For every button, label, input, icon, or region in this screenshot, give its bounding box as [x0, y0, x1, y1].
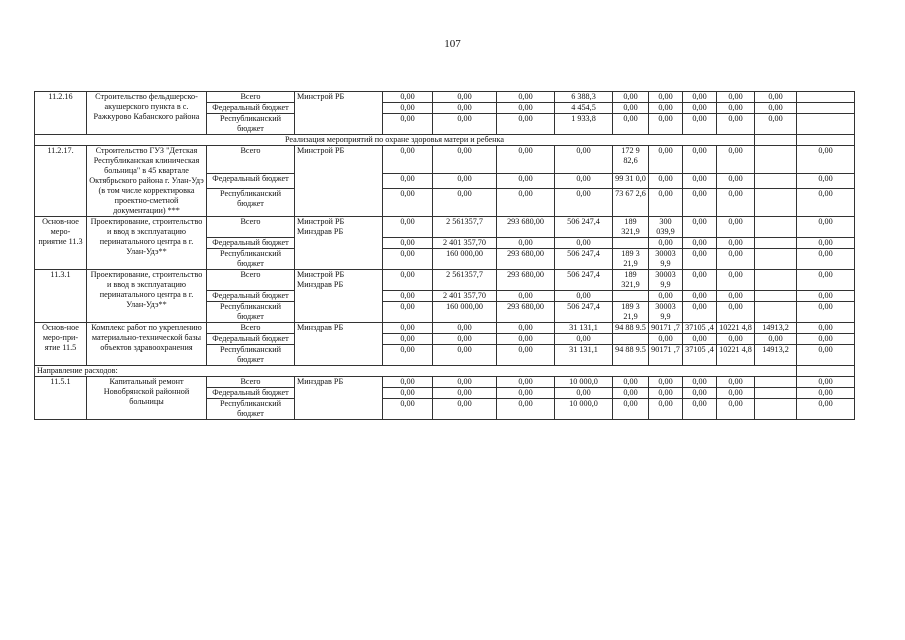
- value-cell: [797, 114, 855, 135]
- value-cell: [755, 238, 797, 249]
- table-cell: [797, 135, 855, 146]
- row-executor: Минстрой РБ: [295, 92, 383, 135]
- value-cell: 0,00: [555, 146, 613, 174]
- value-cell: 4 454,5: [555, 103, 613, 114]
- value-cell: 0,00: [383, 146, 433, 174]
- value-cell: [755, 291, 797, 302]
- value-cell: 189 321,9: [613, 270, 649, 291]
- value-cell: 0,00: [613, 103, 649, 114]
- row-name: Строительство фельдшерско-акушерского пункта в с. Ражкурово Кабанского района: [87, 92, 207, 135]
- value-cell: [797, 103, 855, 114]
- direction-row: [35, 366, 855, 377]
- value-cell: 10 000,0: [555, 399, 613, 420]
- value-cell: 0,00: [383, 323, 433, 334]
- value-cell: 0,00: [383, 188, 433, 216]
- value-cell: 172 9 82,6: [613, 146, 649, 174]
- value-cell: 2 401 357,70: [433, 238, 497, 249]
- value-cell: 0,00: [555, 291, 613, 302]
- value-cell: 0,00: [649, 146, 683, 174]
- value-cell: 0,00: [433, 114, 497, 135]
- value-cell: 0,00: [683, 217, 717, 238]
- value-cell: 0,00: [613, 114, 649, 135]
- funding-source: Федеральный бюджет: [207, 291, 295, 302]
- value-cell: 0,00: [797, 345, 855, 366]
- value-cell: 0,00: [717, 92, 755, 103]
- value-cell: 506 247,4: [555, 217, 613, 238]
- value-cell: 0,00: [717, 249, 755, 270]
- funding-source: Республиканский бюджет: [207, 114, 295, 135]
- value-cell: 0,00: [797, 217, 855, 238]
- value-cell: [755, 146, 797, 174]
- value-cell: 0,00: [497, 146, 555, 174]
- value-cell: 0,00: [649, 174, 683, 189]
- value-cell: 0,00: [383, 249, 433, 270]
- value-cell: 0,00: [433, 188, 497, 216]
- value-cell: 160 000,00: [433, 249, 497, 270]
- value-cell: 506 247,4: [555, 270, 613, 291]
- value-cell: 189 3 21,9: [613, 302, 649, 323]
- value-cell: 0,00: [683, 238, 717, 249]
- value-cell: [755, 188, 797, 216]
- value-cell: 0,00: [797, 377, 855, 388]
- value-cell: 0,00: [383, 174, 433, 189]
- funding-source: Республиканский бюджет: [207, 188, 295, 216]
- value-cell: 0,00: [649, 399, 683, 420]
- value-cell: 0,00: [797, 302, 855, 323]
- value-cell: 0,00: [683, 291, 717, 302]
- table-row: [35, 377, 855, 388]
- value-cell: 0,00: [797, 188, 855, 216]
- value-cell: 506 247,4: [555, 249, 613, 270]
- value-cell: 99 31 0,0: [613, 174, 649, 189]
- value-cell: 2 401 357,70: [433, 291, 497, 302]
- value-cell: 0,00: [383, 270, 433, 291]
- table-row: [35, 323, 855, 334]
- value-cell: 0,00: [433, 174, 497, 189]
- value-cell: 0,00: [717, 188, 755, 216]
- value-cell: 0,00: [797, 334, 855, 345]
- value-cell: 0,00: [555, 174, 613, 189]
- row-code: 11.5.1: [35, 377, 87, 420]
- value-cell: 0,00: [717, 114, 755, 135]
- row-executor: Минстрой РБ: [295, 146, 383, 217]
- value-cell: 0,00: [683, 103, 717, 114]
- value-cell: 0,00: [683, 270, 717, 291]
- funding-source: Федеральный бюджет: [207, 334, 295, 345]
- value-cell: 0,00: [717, 388, 755, 399]
- value-cell: 1 933,8: [555, 114, 613, 135]
- value-cell: 0,00: [717, 146, 755, 174]
- value-cell: 0,00: [555, 238, 613, 249]
- value-cell: 0,00: [683, 399, 717, 420]
- funding-source: Республиканский бюджет: [207, 249, 295, 270]
- value-cell: 0,00: [383, 114, 433, 135]
- value-cell: 293 680,00: [497, 249, 555, 270]
- value-cell: 0,00: [683, 388, 717, 399]
- value-cell: 0,00: [383, 92, 433, 103]
- value-cell: 0,00: [433, 388, 497, 399]
- value-cell: [613, 291, 649, 302]
- row-name: Строительство ГУЗ "Детская Республиканская клиническая больница" в 45 квартале Октябрьского района г. Улан-Удэ (в том числе корректировка проектно-сметной документации) ***: [87, 146, 207, 217]
- value-cell: 0,00: [613, 388, 649, 399]
- funding-source: Республиканский бюджет: [207, 345, 295, 366]
- value-cell: 293 680,00: [497, 270, 555, 291]
- value-cell: 0,00: [383, 388, 433, 399]
- value-cell: 0,00: [649, 238, 683, 249]
- budget-table-container: [34, 91, 854, 420]
- value-cell: 0,00: [717, 217, 755, 238]
- page-number: 107: [444, 38, 461, 50]
- value-cell: 94 88 9.5: [613, 345, 649, 366]
- value-cell: [613, 334, 649, 345]
- row-executor: Минздрав РБ: [295, 323, 383, 366]
- value-cell: 0,00: [497, 377, 555, 388]
- value-cell: 0,00: [649, 388, 683, 399]
- value-cell: 0,00: [797, 323, 855, 334]
- value-cell: [755, 217, 797, 238]
- value-cell: 14913,2: [755, 345, 797, 366]
- value-cell: [613, 238, 649, 249]
- value-cell: 0,00: [797, 238, 855, 249]
- value-cell: 0,00: [383, 217, 433, 238]
- value-cell: 0,00: [383, 238, 433, 249]
- table-row: [35, 92, 855, 103]
- value-cell: 0,00: [497, 92, 555, 103]
- value-cell: 0,00: [797, 249, 855, 270]
- funding-source: Всего: [207, 323, 295, 334]
- row-code: 11.2.17.: [35, 146, 87, 217]
- value-cell: 0,00: [717, 399, 755, 420]
- table-cell: [755, 135, 797, 146]
- value-cell: 37105 ,4: [683, 323, 717, 334]
- value-cell: 0,00: [383, 291, 433, 302]
- value-cell: 31 131,1: [555, 323, 613, 334]
- row-code: Основ-ное меро-приятие 11.3: [35, 217, 87, 270]
- value-cell: 0,00: [797, 388, 855, 399]
- value-cell: 0,00: [497, 114, 555, 135]
- value-cell: 300 039,9: [649, 217, 683, 238]
- value-cell: 0,00: [497, 345, 555, 366]
- value-cell: 0,00: [649, 103, 683, 114]
- value-cell: [755, 270, 797, 291]
- value-cell: 0,00: [683, 114, 717, 135]
- value-cell: 0,00: [433, 146, 497, 174]
- funding-source: Федеральный бюджет: [207, 174, 295, 189]
- value-cell: 0,00: [555, 388, 613, 399]
- value-cell: 0,00: [497, 291, 555, 302]
- value-cell: 0,00: [497, 388, 555, 399]
- value-cell: 0,00: [613, 399, 649, 420]
- row-name: Проектирование, строительство и ввод в эксплуатацию перинатального центра в г. Улан-Удэ**: [87, 270, 207, 323]
- funding-source: Федеральный бюджет: [207, 238, 295, 249]
- value-cell: 0,00: [755, 334, 797, 345]
- value-cell: 0,00: [797, 270, 855, 291]
- value-cell: [755, 302, 797, 323]
- value-cell: 0,00: [717, 334, 755, 345]
- value-cell: 0,00: [683, 334, 717, 345]
- row-executor: Минздрав РБ: [295, 377, 383, 420]
- value-cell: 0,00: [383, 345, 433, 366]
- funding-source: Федеральный бюджет: [207, 388, 295, 399]
- value-cell: 0,00: [717, 270, 755, 291]
- value-cell: 14913,2: [755, 323, 797, 334]
- value-cell: 0,00: [433, 323, 497, 334]
- funding-source: Всего: [207, 217, 295, 238]
- value-cell: 0,00: [497, 399, 555, 420]
- value-cell: 0,00: [797, 399, 855, 420]
- funding-source: Республиканский бюджет: [207, 399, 295, 420]
- value-cell: 0,00: [649, 92, 683, 103]
- value-cell: 37105 ,4: [683, 345, 717, 366]
- funding-source: Всего: [207, 92, 295, 103]
- value-cell: 90171 ,7: [649, 323, 683, 334]
- value-cell: 0,00: [497, 174, 555, 189]
- value-cell: 0,00: [683, 92, 717, 103]
- value-cell: 0,00: [497, 103, 555, 114]
- value-cell: 0,00: [755, 92, 797, 103]
- value-cell: 0,00: [383, 103, 433, 114]
- value-cell: 0,00: [497, 323, 555, 334]
- value-cell: 0,00: [433, 399, 497, 420]
- value-cell: 0,00: [383, 377, 433, 388]
- direction-label: Направление расходов:: [35, 366, 797, 377]
- value-cell: [755, 377, 797, 388]
- value-cell: 0,00: [383, 334, 433, 345]
- funding-source: Всего: [207, 146, 295, 174]
- value-cell: 10221 4,8: [717, 345, 755, 366]
- value-cell: 31 131,1: [555, 345, 613, 366]
- value-cell: 0,00: [433, 377, 497, 388]
- value-cell: 0,00: [649, 334, 683, 345]
- value-cell: 0,00: [497, 188, 555, 216]
- value-cell: 189 3 21,9: [613, 249, 649, 270]
- row-executor: Минстрой РБ Минздрав РБ: [295, 217, 383, 270]
- value-cell: 94 88 9.5: [613, 323, 649, 334]
- row-code: Основ-ное меро-при-ятие 11.5: [35, 323, 87, 366]
- row-name: Проектирование, строительство и ввод в эксплуатацию перинатального центра в г. Улан-Удэ**: [87, 217, 207, 270]
- value-cell: [755, 399, 797, 420]
- value-cell: 0,00: [797, 146, 855, 174]
- value-cell: 0,00: [683, 174, 717, 189]
- value-cell: 30003 9,9: [649, 302, 683, 323]
- value-cell: 0,00: [497, 334, 555, 345]
- value-cell: 0,00: [683, 302, 717, 323]
- value-cell: 0,00: [497, 238, 555, 249]
- value-cell: 293 680,00: [497, 217, 555, 238]
- value-cell: 0,00: [433, 92, 497, 103]
- value-cell: 0,00: [683, 377, 717, 388]
- value-cell: 0,00: [649, 114, 683, 135]
- value-cell: 6 388,3: [555, 92, 613, 103]
- value-cell: 0,00: [649, 291, 683, 302]
- value-cell: 0,00: [613, 377, 649, 388]
- value-cell: [755, 249, 797, 270]
- section-title-row: [35, 135, 855, 146]
- value-cell: 0,00: [649, 377, 683, 388]
- value-cell: 0,00: [433, 103, 497, 114]
- value-cell: 0,00: [797, 174, 855, 189]
- value-cell: 189 321,9: [613, 217, 649, 238]
- funding-source: Всего: [207, 270, 295, 291]
- value-cell: 506 247,4: [555, 302, 613, 323]
- value-cell: 160 000,00: [433, 302, 497, 323]
- value-cell: 30003 9,9: [649, 270, 683, 291]
- value-cell: 0,00: [383, 302, 433, 323]
- value-cell: 0,00: [755, 114, 797, 135]
- row-name: Комплекс работ по укреплению материально-технической базы объектов здравоохранения: [87, 323, 207, 366]
- value-cell: 0,00: [433, 334, 497, 345]
- value-cell: [755, 388, 797, 399]
- value-cell: [755, 174, 797, 189]
- value-cell: 0,00: [717, 291, 755, 302]
- row-code: 11.2.16: [35, 92, 87, 135]
- value-cell: [797, 92, 855, 103]
- value-cell: 0,00: [717, 238, 755, 249]
- value-cell: 0,00: [717, 103, 755, 114]
- row-code: 11.3.1: [35, 270, 87, 323]
- value-cell: 30003 9,9: [649, 249, 683, 270]
- value-cell: 73 67 2,6: [613, 188, 649, 216]
- value-cell: 0,00: [433, 345, 497, 366]
- value-cell: 0,00: [555, 334, 613, 345]
- value-cell: 0,00: [797, 291, 855, 302]
- value-cell: 0,00: [683, 249, 717, 270]
- funding-source: Федеральный бюджет: [207, 103, 295, 114]
- funding-source: Всего: [207, 377, 295, 388]
- value-cell: 0,00: [717, 174, 755, 189]
- value-cell: 0,00: [717, 302, 755, 323]
- table-row: [35, 270, 855, 291]
- value-cell: 10 000,0: [555, 377, 613, 388]
- row-executor: Минстрой РБ Минздрав РБ: [295, 270, 383, 323]
- value-cell: 2 561357,7: [433, 270, 497, 291]
- value-cell: 0,00: [683, 146, 717, 174]
- row-name: Капитальный ремонт Новобрянской районной больницы: [87, 377, 207, 420]
- value-cell: 90171 ,7: [649, 345, 683, 366]
- value-cell: 10221 4,8: [717, 323, 755, 334]
- value-cell: 0,00: [717, 377, 755, 388]
- table-cell: [797, 366, 855, 377]
- budget-table: [34, 91, 855, 420]
- value-cell: 0,00: [649, 188, 683, 216]
- value-cell: 0,00: [613, 92, 649, 103]
- funding-source: Республиканский бюджет: [207, 302, 295, 323]
- value-cell: 0,00: [555, 188, 613, 216]
- value-cell: 293 680,00: [497, 302, 555, 323]
- section-title: Реализация мероприятий по охране здоровья матери и ребенка: [35, 135, 755, 146]
- value-cell: 2 561357,7: [433, 217, 497, 238]
- value-cell: 0,00: [683, 188, 717, 216]
- value-cell: 0,00: [383, 399, 433, 420]
- table-row: [35, 217, 855, 238]
- value-cell: 0,00: [755, 103, 797, 114]
- table-row: [35, 146, 855, 174]
